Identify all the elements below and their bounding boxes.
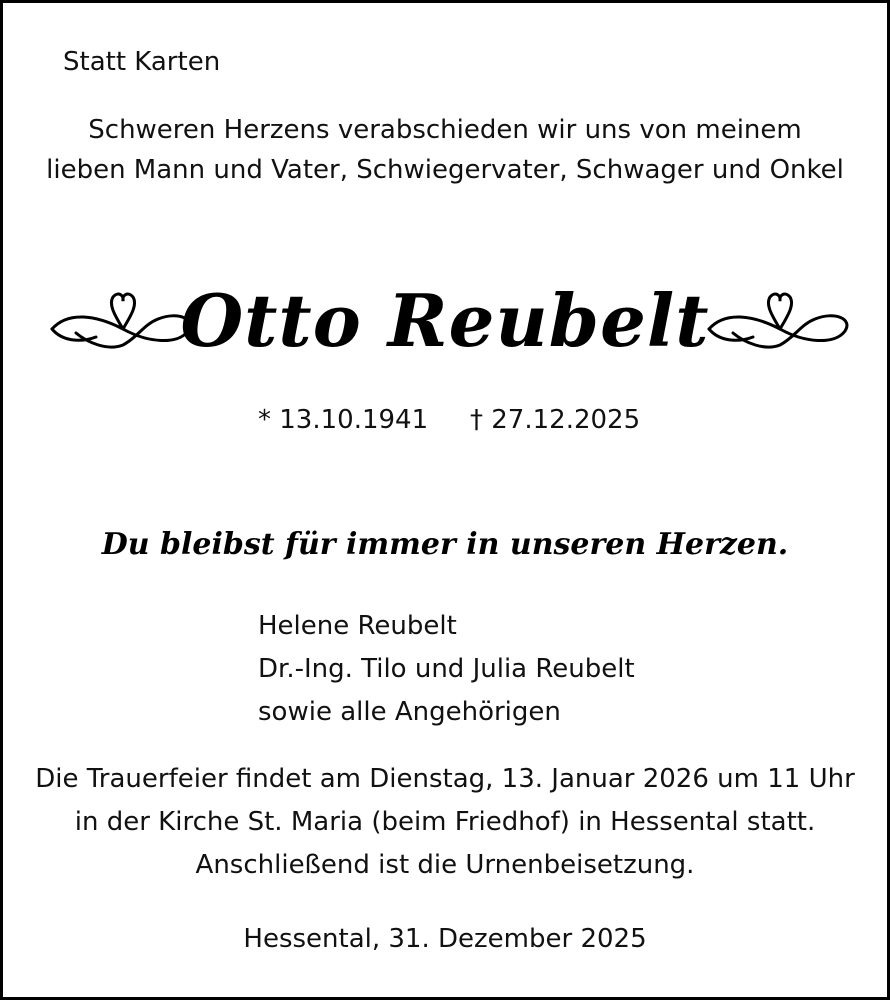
intro-line-2: lieben Mann und Vater, Schwiegervater, Schwager und Onkel <box>46 155 844 185</box>
mourner-1: Helene Reubelt <box>258 611 457 641</box>
death-date: † 27.12.2025 <box>470 405 641 435</box>
mourner-2: Dr.-Ing. Tilo und Julia Reubelt <box>258 654 635 684</box>
service-line-2: in der Kirche St. Maria (beim Friedhof) in Hessental statt. <box>74 807 816 837</box>
place-date: Hessental, 31. Dezember 2025 <box>243 924 647 954</box>
statt-karten-label: Statt Karten <box>63 47 221 77</box>
service-line-1: Die Trauerfeier findet am Dienstag, 13. Januar 2026 um 11 Uhr <box>35 764 855 794</box>
deceased-name: Otto Reubelt <box>180 278 710 363</box>
heart-infinity-ornament-icon <box>705 287 855 367</box>
service-line-3: Anschließend ist die Urnenbeisetzung. <box>195 850 695 880</box>
birth-date: * 13.10.1941 <box>258 405 429 435</box>
mourner-3: sowie alle Angehörigen <box>258 697 561 727</box>
intro-line-1: Schweren Herzens verabschieden wir uns von meinem <box>88 115 802 145</box>
motto: Du bleibst für immer in unseren Herzen. <box>101 527 789 562</box>
